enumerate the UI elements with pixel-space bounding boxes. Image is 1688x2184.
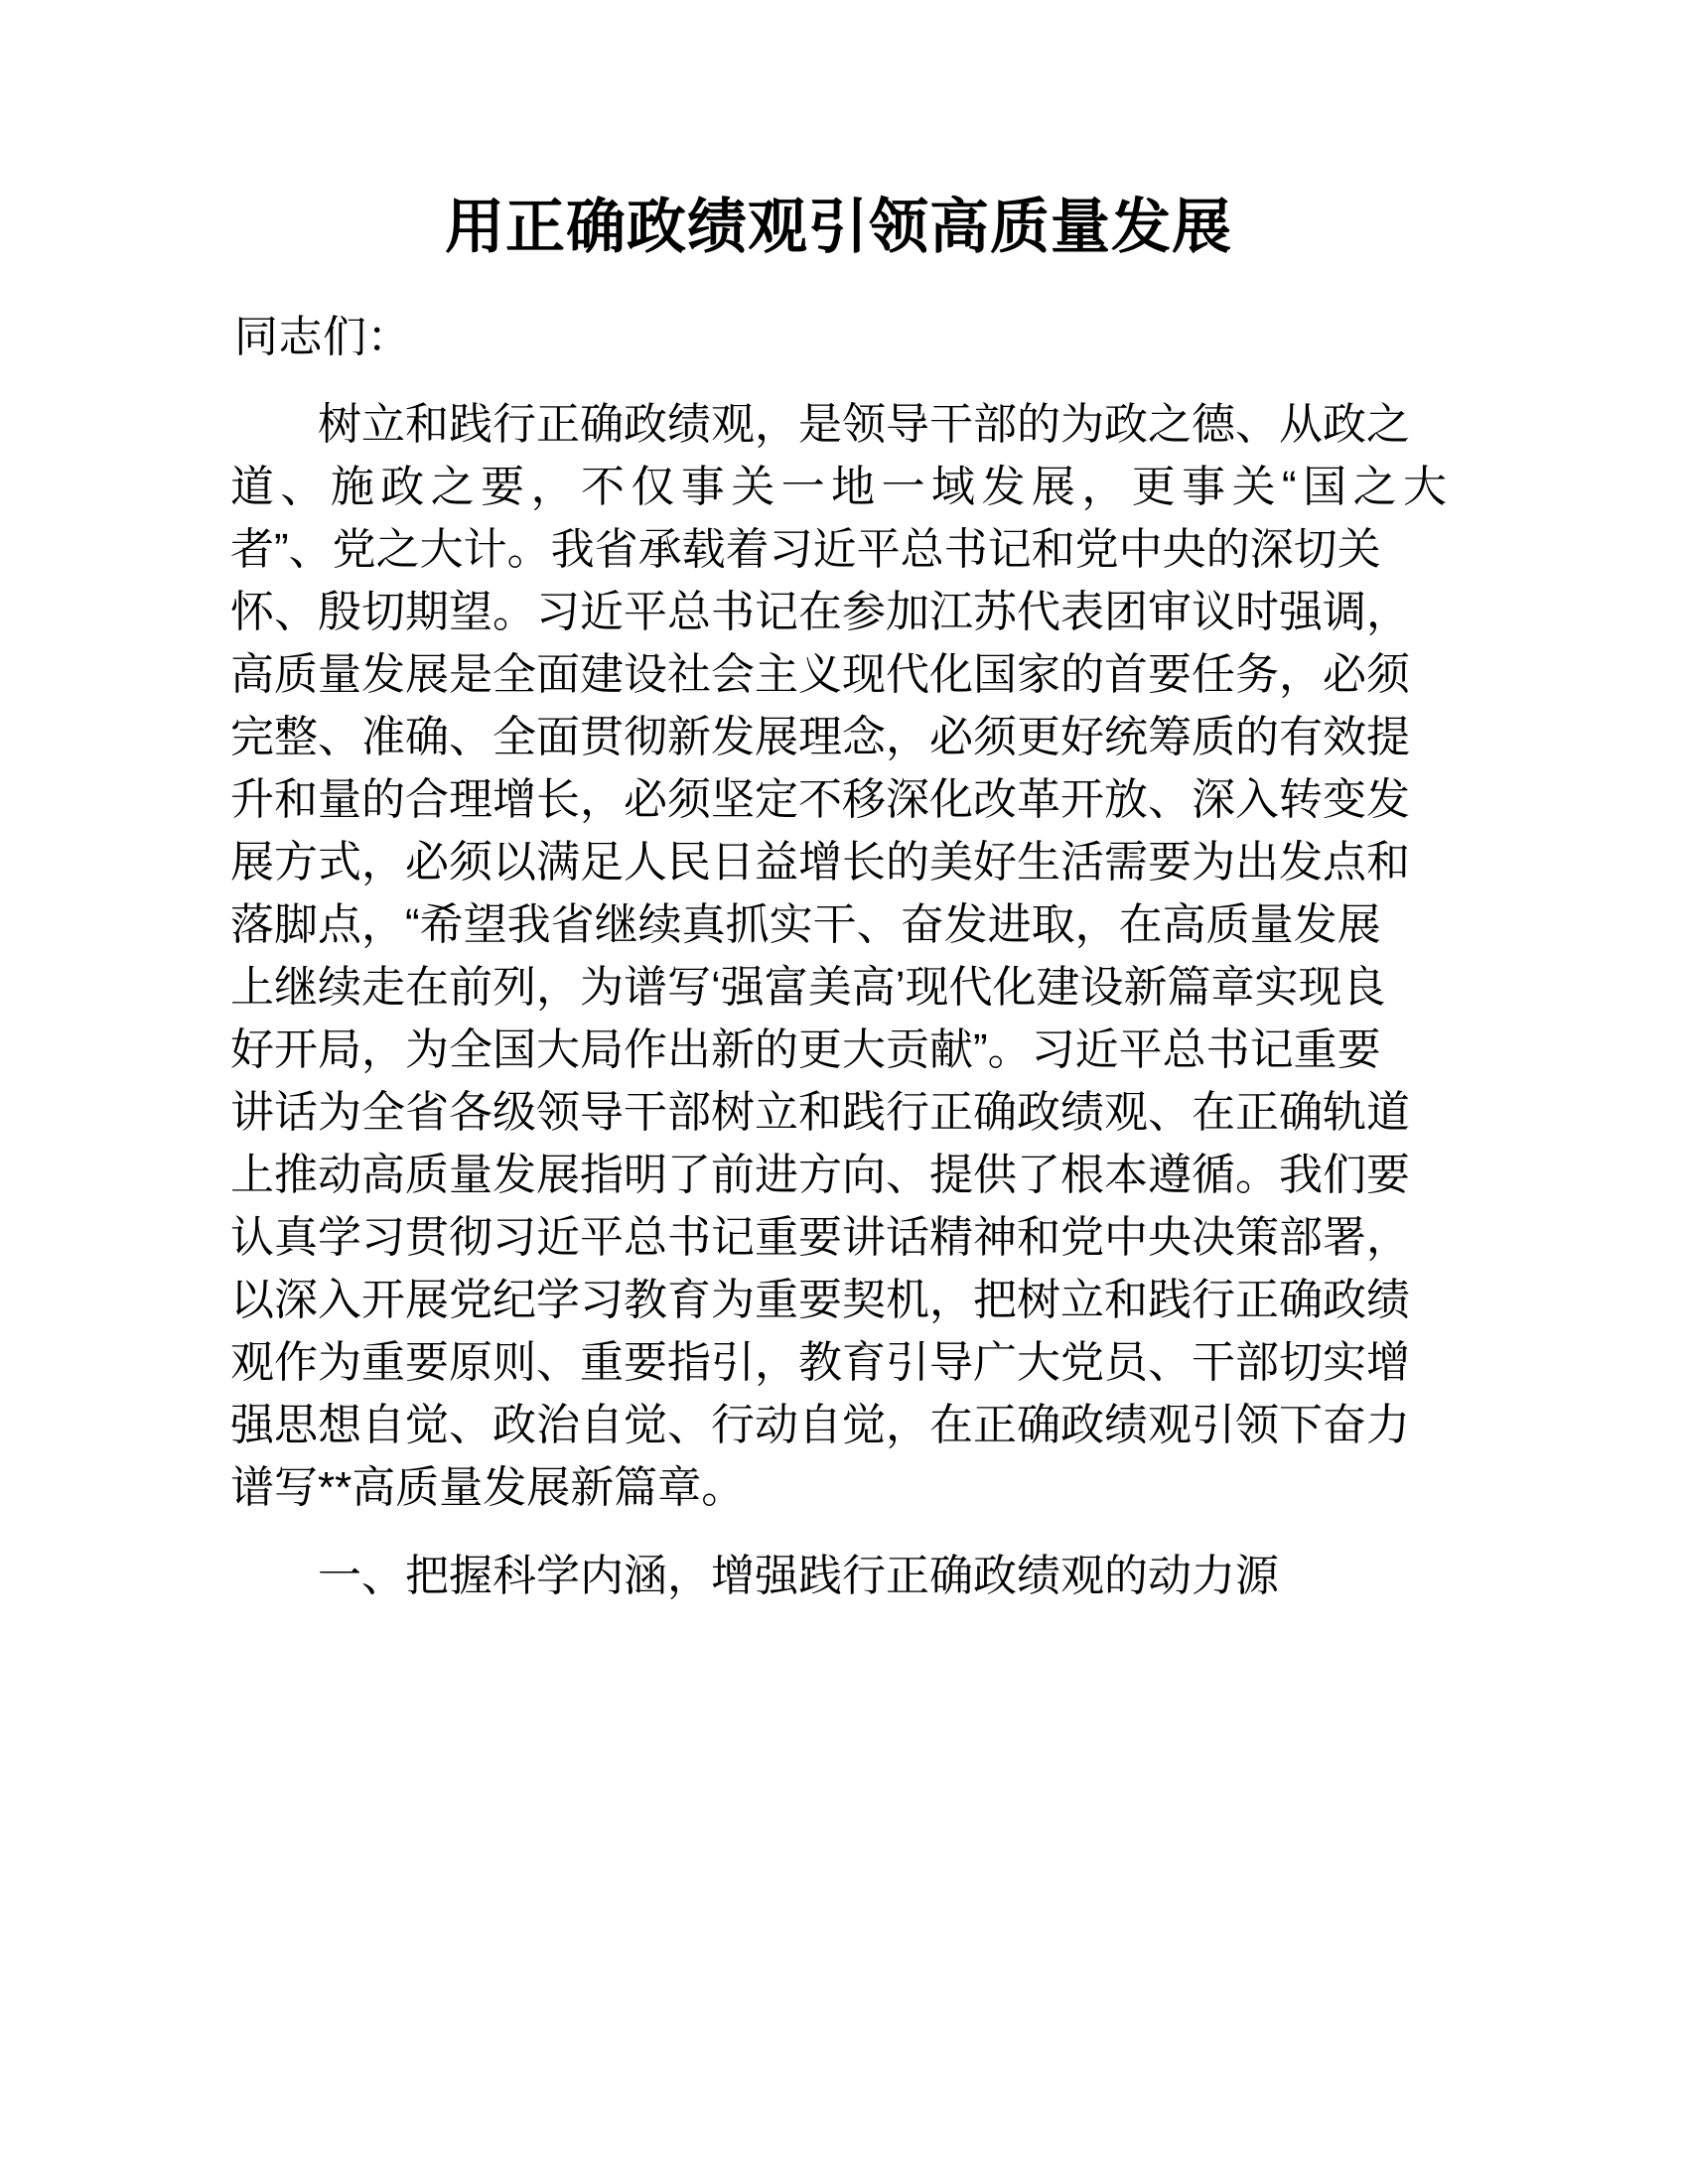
body-line: 展方式，必须以满足人民日益增长的美好生活需要为出发点和 (230, 838, 1410, 887)
body-paragraph (230, 393, 1447, 1519)
body-line: 好开局，为全国大局作出新的更大贡献”。习近平总书记重要 (230, 1025, 1381, 1074)
body-line: 高质量发展是全面建设社会主义现代化国家的首要任务，必须 (230, 650, 1410, 699)
body-line: 上推动高质量发展指明了前进方向、提供了根本遵循。我们要 (230, 1151, 1410, 1199)
document-content (230, 0, 1447, 1607)
body-line: 强思想自觉、政治自觉、行动自觉，在正确政绩观引领下奋力 (230, 1401, 1410, 1449)
body-line: 上继续走在前列，为谱写‘强富美高’现代化建设新篇章实现良 (230, 963, 1386, 1012)
salutation-line: 同志们： (234, 313, 411, 361)
body-line: 以深入开展党纪学习教育为重要契机，把树立和践行正确政绩 (230, 1276, 1410, 1324)
body-line: 树立和践行正确政绩观，是领导干部的为政之德、从政之 (318, 400, 1410, 449)
section-heading-1: 一、把握科学内涵，增强践行正确政绩观的动力源 (318, 1552, 1279, 1600)
body-line: 谱写**高质量发展新篇章。 (230, 1463, 746, 1512)
body-line: 者”、党之大计。我省承载着习近平总书记和党中央的深切关 (230, 525, 1381, 574)
body-line: 认真学习贯彻习近平总书记重要讲话精神和党中央决策部署， (230, 1213, 1410, 1262)
body-line: 讲话为全省各级领导干部树立和践行正确政绩观、在正确轨道 (230, 1088, 1410, 1137)
body-line: 完整、准确、全面贯彻新发展理念，必须更好统筹质的有效提 (230, 713, 1410, 761)
body-line: 升和量的合理增长，必须坚定不移深化改革开放、深入转变发 (230, 775, 1410, 824)
page-title: 用正确政绩观引领高质量发展 (445, 194, 1232, 260)
body-line: 落脚点，“希望我省继续真抓实干、奋发进取，在高质量发展 (230, 900, 1381, 949)
body-line: 道、施政之要，不仅事关一地一域发展，更事关“国之大 (230, 463, 1447, 511)
body-line: 观作为重要原则、重要指引，教育引导广大党员、干部切实增 (230, 1338, 1410, 1387)
body-line: 怀、殷切期望。习近平总书记在参加江苏代表团审议时强调， (230, 588, 1410, 636)
